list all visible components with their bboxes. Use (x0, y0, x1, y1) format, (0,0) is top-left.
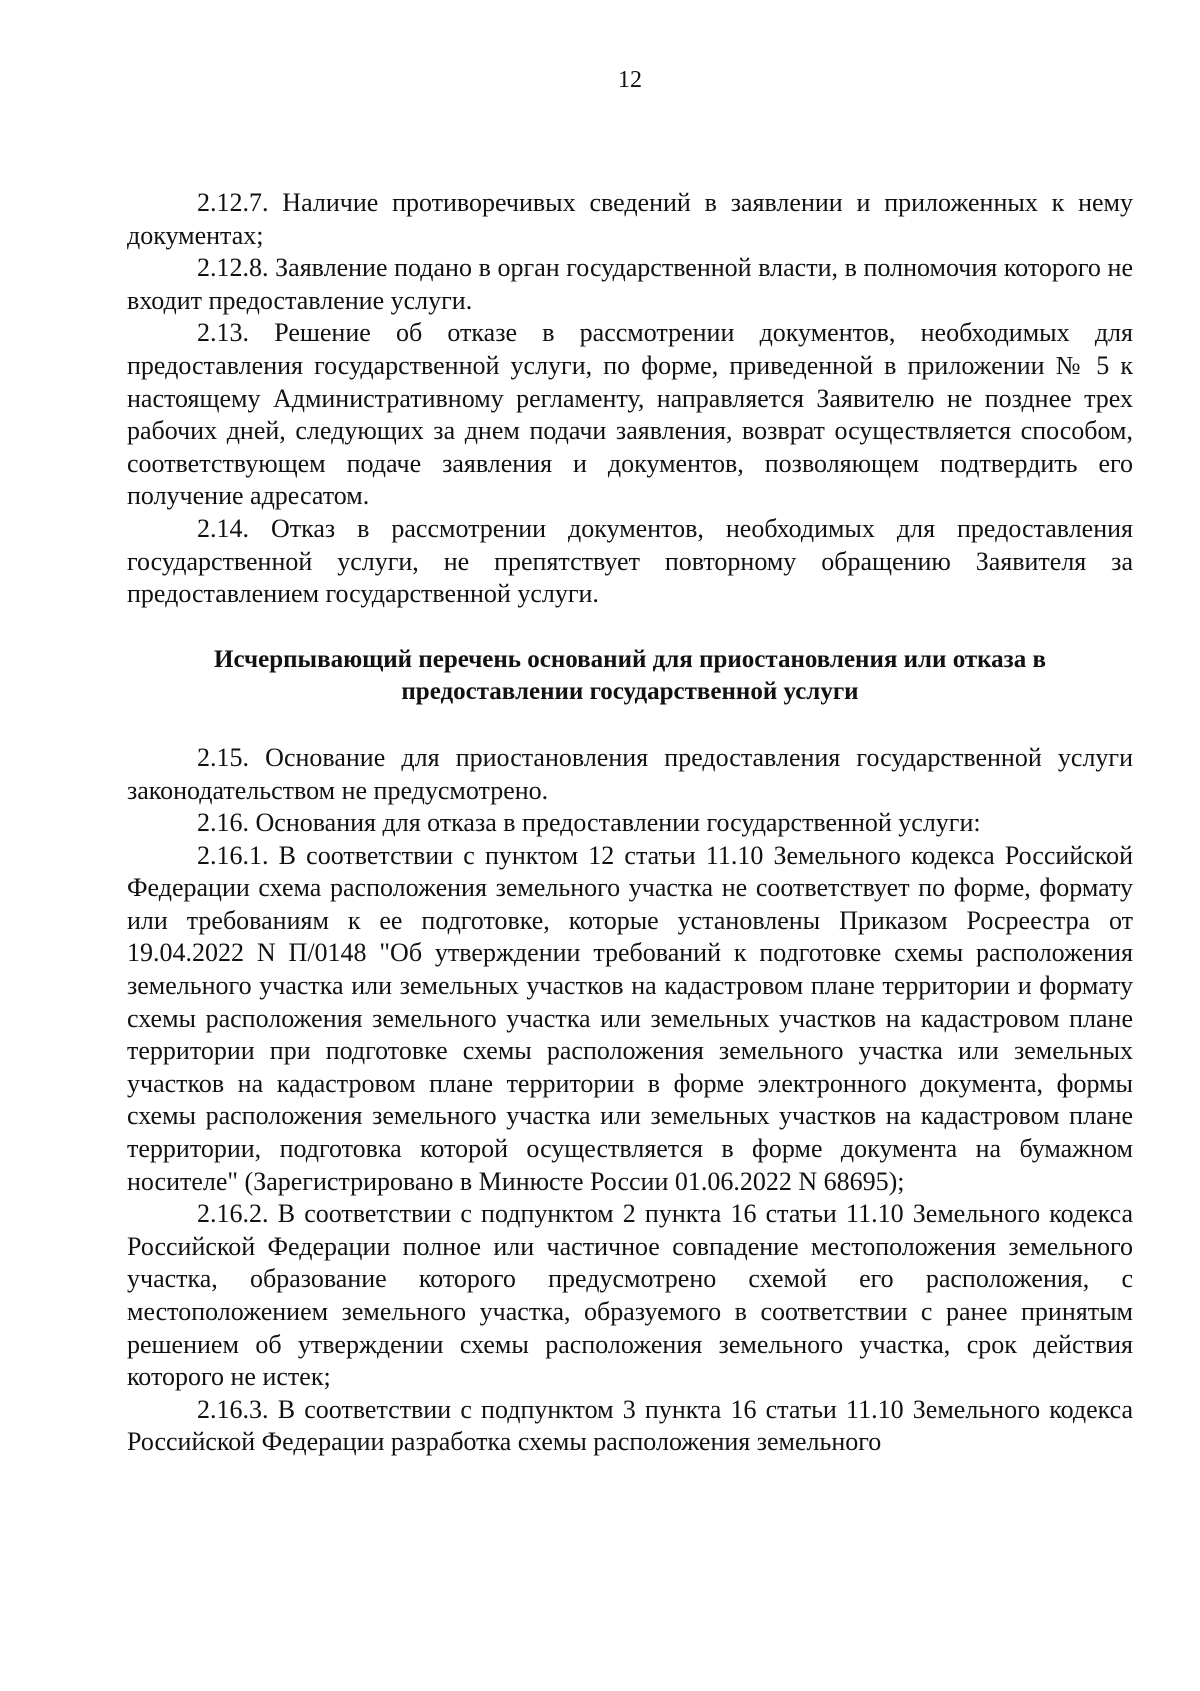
section-heading (127, 611, 1133, 742)
paragraph-2-15: 2.15. Основание для приостановления предоставления государственной услуги законодательством не предусмотрено. (127, 742, 1133, 805)
paragraph-2-16: 2.16. Основания для отказа в предоставлении государственной услуги: (197, 808, 981, 838)
paragraph-2-12-8: 2.12.8. Заявление подано в орган государственной власти, в полномочия которого не входит предоставление услуги. (127, 253, 1133, 315)
paragraph-2-16-1: 2.16.1. В соответствии с пунктом 12 статьи 11.10 Земельного кодекса Российской Федерации схема расположения земельного участка не соответствует по форме, формату или требованиям к ее подготовке, которые установлены Приказом Росреестра от 19.04.2022 N П/0148 "Об утверждении требований к подготовке схемы расположения земельного участка или земельных участков на кадастровом плане территории и формату схемы расположения земельного участка или земельных участков на кадастровом плане территории при подготовке схемы расположения земельного участка или земельных участков на кадастровом плане территории в форме электронного документа, формы схемы расположения земельного участка или земельных участков на кадастровом плане территории, подготовка которой осуществляется в форме документа на бумажном носителе" (Зарегистрировано в Минюсте России 01.06.2022 N 68695); (127, 840, 1133, 1196)
section-heading-line-2: предоставлении государственной услуги (401, 678, 859, 706)
paragraph-2-12-7: 2.12.7. Наличие противоречивых сведений в заявлении и приложенных к нему документах; (127, 188, 1133, 250)
paragraph-2-14: 2.14. Отказ в рассмотрении документов, необходимых для предоставления государственной услуги, не препятствует повторному обращению Заявителя за предоставлением государственной услуги. (127, 513, 1133, 609)
page-number: 12 (618, 67, 642, 93)
paragraph-2-16-3: 2.16.3. В соответствии с подпунктом 3 пункта 16 статьи 11.10 Земельного кодекса Российской Федерации разработка схемы расположения земельного (127, 1394, 1133, 1457)
paragraph-2-13: 2.13. Решение об отказе в рассмотрении документов, необходимых для предоставления государственной услуги, по форме, приведенной в приложении № 5 к настоящему Административному регламенту, направляется Заявителю не позднее трех рабочих дней, следующих за днем подачи заявления, возврат осуществляется способом, соответствующем подаче заявления и документов, позволяющем подтвердить его получение адресатом. (127, 318, 1133, 511)
section-heading-line-1: Исчерпывающий перечень оснований для приостановления или отказа в (214, 645, 1046, 673)
paragraph-2-16-2: 2.16.2. В соответствии с подпунктом 2 пункта 16 статьи 11.10 Земельного кодекса Российской Федерации полное или частичное совпадение местоположения земельного участка, образование которого предусмотрено схемой его расположения, с местоположением земельного участка, образуемого в соответствии с ранее принятым решением об утверждении схемы расположения земельного участка, срок действия которого не истек; (127, 1199, 1133, 1392)
document-body (127, 187, 1133, 1459)
